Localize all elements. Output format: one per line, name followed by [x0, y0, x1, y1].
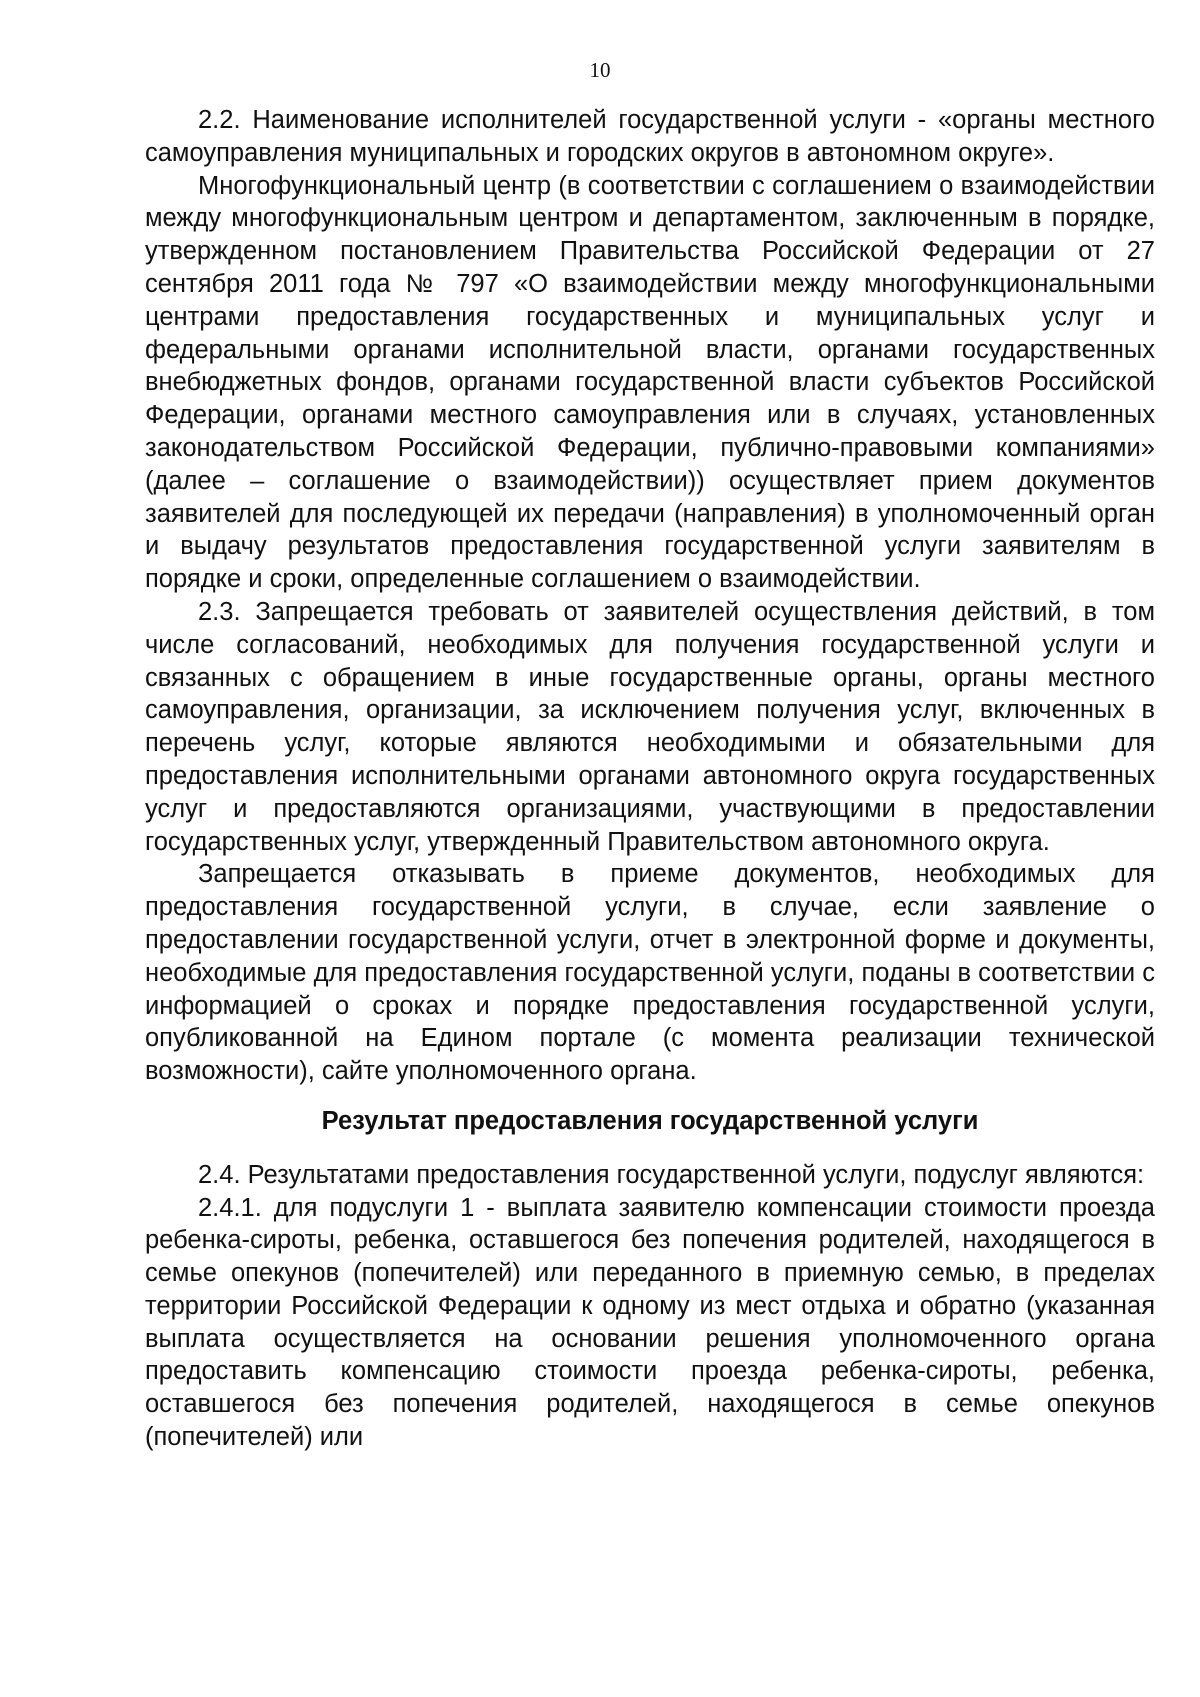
document-body [145, 104, 1155, 1454]
paragraph-2-3: 2.3. Запрещается требовать от заявителей осуществления действий, в том числе согласований, необходимых для получения государственной услуги и связанных с обращением в иные государственные органы, органы местного самоуправления, организации, за исключением получения услуг, включенных в перечень услуг, которые являются необходимыми и обязательными для предоставления исполнительными органами автономного округа государственных услуг и предоставляются организациями, участвующими в предоставлении государственных услуг, утвержденный Правительством автономного округа. [145, 597, 1155, 856]
page-number: 10 [589, 58, 611, 82]
paragraph-refusal-prohibition: Запрещается отказывать в приеме документов, необходимых для предоставления государственной услуги, в случае, если заявление о предоставлении государственной услуги, отчет в электронной форме и документы, необходимые для предоставления государственной услуги, поданы в соответствии с информацией о сроках и порядке предоставления государственной услуги, опубликованной на Едином портале (с момента реализации технической возможности), сайте уполномоченного органа. [145, 860, 1155, 1086]
paragraph-2-2: 2.2. Наименование исполнителей государственной услуги - «органы местного самоуправления муниципальных и городских округов в автономном округе». [145, 106, 1155, 167]
paragraph-2-4-1: 2.4.1. для подуслуги 1 - выплата заявителю компенсации стоимости проезда ребенка-сироты, ребенка, оставшегося без попечения родителей, находящегося в семье опекунов (попечителей) или переданного в приемную семью, в пределах территории Российской Федерации к одному из мест отдыха и обратно (указанная выплата осуществляется на основании решения уполномоченного органа предоставить компенсацию стоимости проезда ребенка-сироты, ребенка, оставшегося без попечения родителей, находящегося в семье опекунов (попечителей) или [145, 1193, 1155, 1452]
paragraph-mfc: Многофункциональный центр (в соответствии с соглашением о взаимодействии между многофункциональным центром и департаментом, заключенным в порядке, утвержденном постановлением Правительства Российской Федерации от 27 сентября 2011 года № 797 «О взаимодействии между многофункциональными центрами предоставления государственных и муниципальных услуг и федеральными органами исполнительной власти, органами государственных внебюджетных фондов, органами государственной власти субъектов Российской Федерации, органами местного самоуправления или в случаях, установленных законодательством Российской Федерации, публично-правовыми компаниями» (далее – соглашение о взаимодействии)) осуществляет прием документов заявителей для последующей их передачи (направления) в уполномоченный орган и выдачу результатов предоставления государственной услуги заявителям в порядке и сроки, определенные соглашением о взаимодействии. [145, 171, 1155, 594]
paragraph-2-4: 2.4. Результатами предоставления государственной услуги, подуслуг являются: [198, 1160, 1145, 1189]
section-heading-result: Результат предоставления государственной услуги [321, 1106, 979, 1135]
